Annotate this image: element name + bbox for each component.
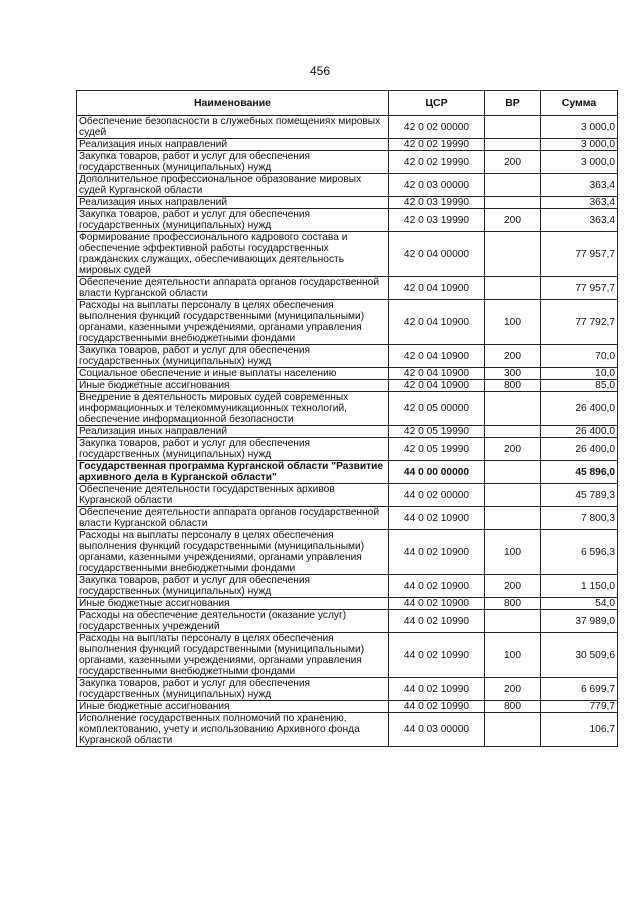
cell-name: Исполнение государственных полномочий по хранению, комплектованию, учету и использованию Архивного фонда Курганской области xyxy=(77,713,389,747)
cell-csr: 42 0 04 10900 xyxy=(389,380,485,392)
cell-vr: 100 xyxy=(485,530,541,575)
cell-name: Расходы на обеспечение деятельности (оказание услуг) государственных учреждений xyxy=(77,610,389,633)
cell-sum: 7 800,3 xyxy=(541,507,618,530)
header-sum: Сумма xyxy=(541,91,618,116)
table-row xyxy=(77,701,618,713)
cell-vr xyxy=(485,461,541,484)
cell-sum: 30 509,6 xyxy=(541,633,618,678)
cell-sum: 77 957,7 xyxy=(541,232,618,277)
header-csr: ЦСР xyxy=(389,91,485,116)
table-row xyxy=(77,380,618,392)
cell-name: Обеспечение деятельности государственных архивов Курганской области xyxy=(77,484,389,507)
cell-csr: 44 0 02 10900 xyxy=(389,507,485,530)
cell-sum: 26 400,0 xyxy=(541,438,618,461)
cell-sum: 6 596,3 xyxy=(541,530,618,575)
cell-csr: 44 0 03 00000 xyxy=(389,713,485,747)
cell-vr xyxy=(485,426,541,438)
cell-sum: 70,0 xyxy=(541,345,618,368)
cell-name: Расходы на выплаты персоналу в целях обеспечения выполнения функций государственными (муниципальными) органами, казенными учреждениями, органами управления государственными внебюджетными фондами xyxy=(77,530,389,575)
cell-name: Реализация иных направлений xyxy=(77,139,389,151)
cell-sum: 45 896,0 xyxy=(541,461,618,484)
table-row xyxy=(77,438,618,461)
cell-vr: 800 xyxy=(485,598,541,610)
cell-csr: 42 0 03 00000 xyxy=(389,174,485,197)
cell-sum: 77 792,7 xyxy=(541,300,618,345)
cell-name: Социальное обеспечение и иные выплаты населению xyxy=(77,368,389,380)
cell-vr xyxy=(485,174,541,197)
cell-sum: 54,0 xyxy=(541,598,618,610)
cell-sum: 3 000,0 xyxy=(541,116,618,139)
cell-sum: 6 699,7 xyxy=(541,678,618,701)
cell-sum: 26 400,0 xyxy=(541,426,618,438)
header-name: Наименование xyxy=(77,91,389,116)
cell-vr xyxy=(485,713,541,747)
table-row xyxy=(77,633,618,678)
cell-csr: 42 0 02 19990 xyxy=(389,139,485,151)
cell-name: Иные бюджетные ассигнования xyxy=(77,598,389,610)
table-row xyxy=(77,484,618,507)
cell-csr: 42 0 03 19990 xyxy=(389,209,485,232)
cell-csr: 42 0 04 00000 xyxy=(389,232,485,277)
cell-name: Закупка товаров, работ и услуг для обеспечения государственных (муниципальных) нужд xyxy=(77,575,389,598)
table-row xyxy=(77,174,618,197)
cell-csr: 42 0 04 10900 xyxy=(389,345,485,368)
cell-name: Иные бюджетные ассигнования xyxy=(77,380,389,392)
cell-csr: 44 0 02 10990 xyxy=(389,701,485,713)
cell-vr xyxy=(485,392,541,426)
table-row xyxy=(77,232,618,277)
cell-name: Формирование профессионального кадрового состава и обеспечение эффективной работы государственных гражданских служащих, обеспечивающих деятельность мировых судей xyxy=(77,232,389,277)
cell-name: Закупка товаров, работ и услуг для обеспечения государственных (муниципальных) нужд xyxy=(77,678,389,701)
table-row xyxy=(77,300,618,345)
cell-name: Внедрение в деятельность мировых судей современных информационных и телекоммуникационных технологий, обеспечение информационной безопасности xyxy=(77,392,389,426)
budget-table xyxy=(76,90,618,747)
cell-sum: 85,0 xyxy=(541,380,618,392)
table-row xyxy=(77,368,618,380)
cell-csr: 44 0 02 10990 xyxy=(389,610,485,633)
cell-csr: 44 0 00 00000 xyxy=(389,461,485,484)
table-row xyxy=(77,345,618,368)
table-row xyxy=(77,507,618,530)
header-vr: ВР xyxy=(485,91,541,116)
cell-csr: 42 0 05 19990 xyxy=(389,426,485,438)
table-row xyxy=(77,598,618,610)
cell-vr xyxy=(485,232,541,277)
cell-sum: 779,7 xyxy=(541,701,618,713)
cell-name: Расходы на выплаты персоналу в целях обеспечения выполнения функций государственными (муниципальными) органами, казенными учреждениями, органами управления государственными внебюджетными фондами xyxy=(77,300,389,345)
cell-csr: 42 0 03 19990 xyxy=(389,197,485,209)
cell-sum: 106,7 xyxy=(541,713,618,747)
table-row xyxy=(77,713,618,747)
cell-csr: 44 0 02 10990 xyxy=(389,633,485,678)
table-row xyxy=(77,530,618,575)
cell-vr xyxy=(485,277,541,300)
cell-vr xyxy=(485,507,541,530)
table-row xyxy=(77,392,618,426)
table-row xyxy=(77,151,618,174)
cell-name: Обеспечение деятельности аппарата органов государственной власти Курганской области xyxy=(77,277,389,300)
cell-csr: 44 0 02 10990 xyxy=(389,678,485,701)
cell-name: Закупка товаров, работ и услуг для обеспечения государственных (муниципальных) нужд xyxy=(77,151,389,174)
cell-vr: 800 xyxy=(485,380,541,392)
cell-vr: 300 xyxy=(485,368,541,380)
cell-csr: 42 0 04 10900 xyxy=(389,300,485,345)
cell-name: Расходы на выплаты персоналу в целях обеспечения выполнения функций государственными (муниципальными) органами, казенными учреждениями, органами управления государственными внебюджетными фондами xyxy=(77,633,389,678)
table-header-row xyxy=(77,91,618,116)
cell-vr xyxy=(485,139,541,151)
cell-csr: 44 0 02 10900 xyxy=(389,530,485,575)
cell-name: Реализация иных направлений xyxy=(77,426,389,438)
table-row xyxy=(77,678,618,701)
cell-name: Закупка товаров, работ и услуг для обеспечения государственных (муниципальных) нужд xyxy=(77,438,389,461)
table-row xyxy=(77,575,618,598)
cell-sum: 10,0 xyxy=(541,368,618,380)
table-row xyxy=(77,116,618,139)
cell-name: Закупка товаров, работ и услуг для обеспечения государственных (муниципальных) нужд xyxy=(77,345,389,368)
cell-csr: 42 0 02 19990 xyxy=(389,151,485,174)
cell-sum: 363,4 xyxy=(541,197,618,209)
cell-vr: 100 xyxy=(485,300,541,345)
cell-csr: 42 0 04 10900 xyxy=(389,368,485,380)
cell-name: Иные бюджетные ассигнования xyxy=(77,701,389,713)
cell-name: Обеспечение деятельности аппарата органов государственной власти Курганской области xyxy=(77,507,389,530)
cell-vr: 200 xyxy=(485,151,541,174)
cell-name: Обеспечение безопасности в служебных помещениях мировых судей xyxy=(77,116,389,139)
cell-vr: 100 xyxy=(485,633,541,678)
cell-vr: 200 xyxy=(485,575,541,598)
cell-vr: 200 xyxy=(485,345,541,368)
cell-csr: 44 0 02 10900 xyxy=(389,598,485,610)
cell-vr: 800 xyxy=(485,701,541,713)
cell-vr xyxy=(485,197,541,209)
cell-name: Реализация иных направлений xyxy=(77,197,389,209)
cell-name: Дополнительное профессиональное образование мировых судей Курганской области xyxy=(77,174,389,197)
page-number: 456 xyxy=(309,64,331,78)
cell-sum: 45 789,3 xyxy=(541,484,618,507)
cell-vr xyxy=(485,484,541,507)
cell-name: Закупка товаров, работ и услуг для обеспечения государственных (муниципальных) нужд xyxy=(77,209,389,232)
cell-sum: 3 000,0 xyxy=(541,139,618,151)
table-row xyxy=(77,426,618,438)
table-row xyxy=(77,209,618,232)
table-row xyxy=(77,461,618,484)
table-row xyxy=(77,197,618,209)
cell-csr: 42 0 04 10900 xyxy=(389,277,485,300)
table-row xyxy=(77,139,618,151)
cell-csr: 42 0 05 00000 xyxy=(389,392,485,426)
cell-csr: 44 0 02 10900 xyxy=(389,575,485,598)
table-row xyxy=(77,277,618,300)
cell-sum: 3 000,0 xyxy=(541,151,618,174)
cell-sum: 77 957,7 xyxy=(541,277,618,300)
cell-vr: 200 xyxy=(485,209,541,232)
cell-sum: 363,4 xyxy=(541,174,618,197)
cell-name: Государственная программа Курганской области "Развитие архивного дела в Курганской области" xyxy=(77,461,389,484)
table-row xyxy=(77,610,618,633)
cell-sum: 363,4 xyxy=(541,209,618,232)
cell-csr: 42 0 05 19990 xyxy=(389,438,485,461)
cell-sum: 1 150,0 xyxy=(541,575,618,598)
cell-sum: 26 400,0 xyxy=(541,392,618,426)
table-body xyxy=(77,116,618,747)
cell-vr xyxy=(485,116,541,139)
cell-vr: 200 xyxy=(485,678,541,701)
cell-csr: 44 0 02 00000 xyxy=(389,484,485,507)
cell-sum: 37 989,0 xyxy=(541,610,618,633)
cell-csr: 42 0 02 00000 xyxy=(389,116,485,139)
cell-vr: 200 xyxy=(485,438,541,461)
cell-vr xyxy=(485,610,541,633)
